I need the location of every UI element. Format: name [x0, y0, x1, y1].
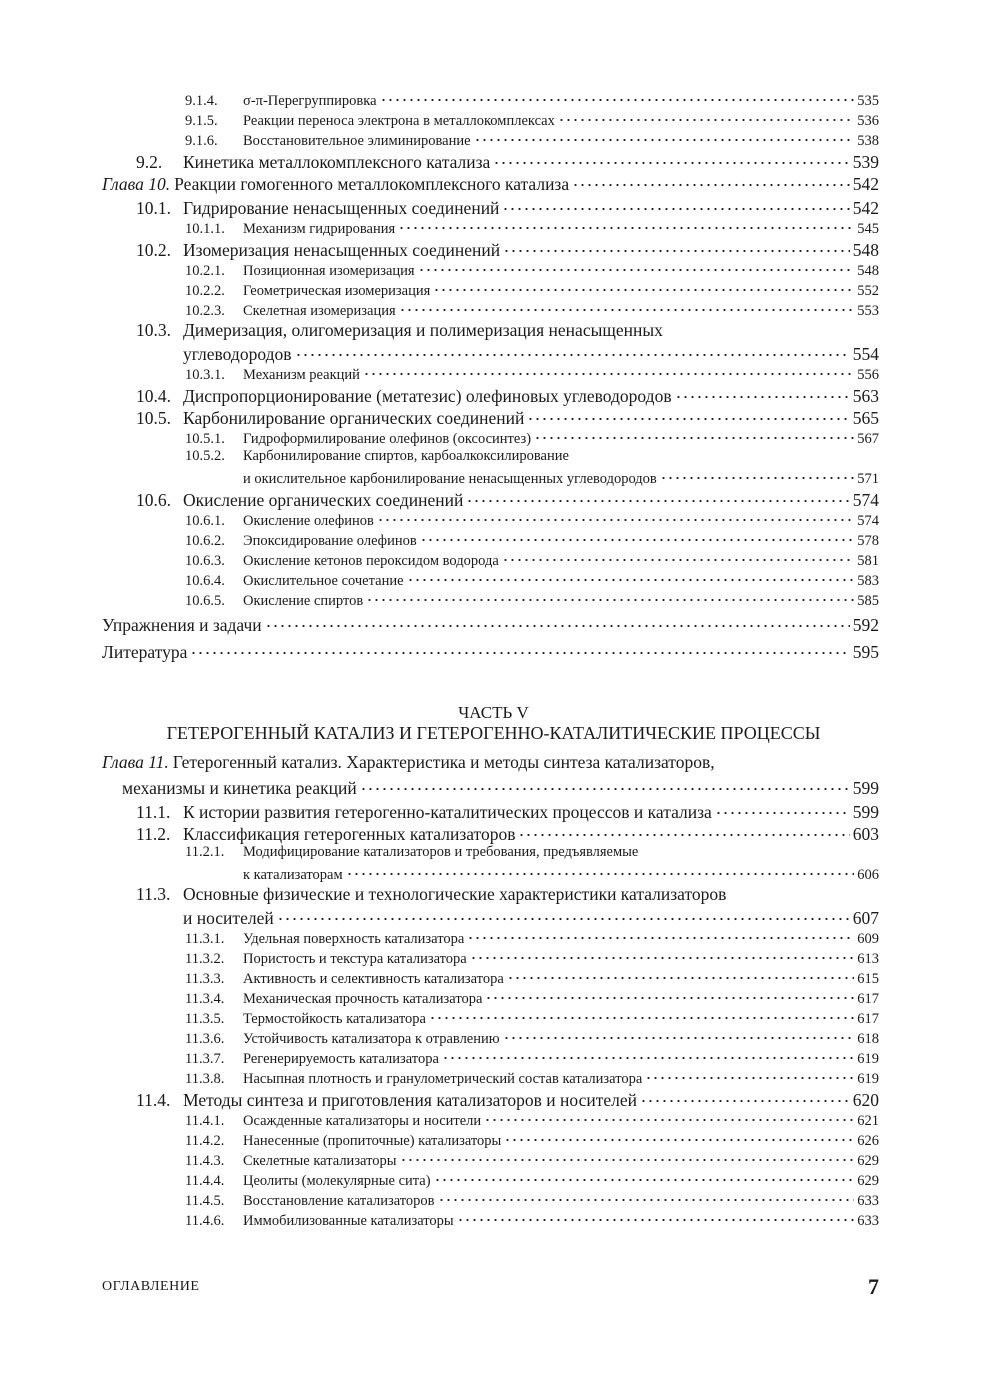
toc-entry-chapter[interactable]	[102, 172, 879, 196]
toc-entry-number: 9.1.5.	[185, 112, 218, 129]
toc-entry-line	[102, 110, 879, 130]
toc-entry-title-continued: углеводородов	[183, 343, 292, 364]
toc-entry-number: 11.2.1.	[185, 844, 225, 860]
toc-entry-number: 11.4.6.	[185, 1212, 225, 1229]
toc-entry-sub[interactable]	[102, 1190, 879, 1210]
toc-entry-line	[102, 613, 879, 637]
toc-entry-number: 11.1.	[136, 801, 171, 822]
toc-entry-page: 607	[852, 907, 879, 928]
dot-leader	[470, 948, 855, 963]
toc-entry-number: 11.3.6.	[185, 1030, 225, 1047]
toc-entry-line	[102, 260, 879, 280]
toc-entry-page: 629	[857, 1152, 879, 1169]
toc-entry-section[interactable]	[102, 406, 879, 428]
toc-entry-sub[interactable]	[102, 1110, 879, 1130]
toc-entry-line	[102, 488, 879, 510]
toc-entry-title: Упражнения и задачи	[102, 614, 262, 635]
toc-entry-sub[interactable]	[102, 280, 879, 300]
toc-entry-sub[interactable]	[102, 968, 879, 988]
toc-entry-continuation-line	[102, 864, 879, 884]
toc-entry-line	[102, 172, 879, 196]
toc-entry-number: 11.3.4.	[185, 990, 225, 1007]
dot-leader	[502, 550, 854, 565]
toc-entry-continuation-line	[102, 342, 879, 364]
toc-list-part-iv	[102, 90, 879, 664]
toc-entry-page: 599	[852, 777, 879, 798]
toc-entry-page: 606	[857, 866, 879, 883]
toc-entry-number: Глава 11.	[102, 752, 169, 772]
toc-entry-sub[interactable]	[102, 110, 879, 130]
dot-leader	[493, 150, 849, 168]
toc-entry-sub[interactable]	[102, 260, 879, 280]
dot-leader	[434, 1170, 855, 1185]
toc-entry-page: 609	[857, 930, 879, 947]
toc-entry-number: 10.3.	[136, 320, 171, 340]
toc-entry-number: 11.3.8.	[185, 1070, 225, 1087]
toc-entry-page: 595	[852, 641, 879, 662]
dot-leader	[558, 110, 854, 125]
toc-entry-continuation-line	[102, 468, 879, 488]
toc-entry-page: 565	[852, 407, 879, 428]
toc-entry-number: 11.4.3.	[185, 1152, 225, 1169]
toc-entry-section[interactable]	[102, 196, 879, 218]
dot-leader	[190, 640, 849, 658]
toc-entry-line	[102, 218, 879, 238]
toc-entry-title: Карбонилирование органических соединений	[183, 407, 525, 428]
toc-entry-title: Восстановление катализаторов	[243, 1192, 435, 1209]
toc-entry-title: Восстановительное элиминирование	[243, 132, 471, 149]
toc-entry-sub[interactable]	[102, 130, 879, 150]
toc-entry-line	[102, 1130, 879, 1150]
toc-entry-title: Основные физические и технологические характеристики катализаторов	[183, 884, 727, 904]
toc-entry-top[interactable]	[102, 640, 879, 664]
dot-leader	[429, 1008, 854, 1023]
toc-entry-section[interactable]	[102, 238, 879, 260]
toc-entry-section[interactable]	[102, 320, 879, 364]
toc-entry-page: 619	[857, 1070, 879, 1087]
dot-leader	[277, 906, 850, 924]
toc-entry-page: 563	[852, 385, 879, 406]
dot-leader	[534, 428, 854, 443]
dot-leader	[265, 613, 850, 631]
dot-leader	[466, 488, 849, 506]
toc-entry-number: 11.3.5.	[185, 1010, 225, 1027]
toc-entry-title: Литература	[102, 641, 188, 662]
toc-entry-continuation-line	[102, 776, 879, 800]
toc-entry-sub[interactable]	[102, 948, 879, 968]
dot-leader	[474, 130, 855, 145]
toc-entry-page: 542	[852, 173, 879, 194]
toc-entry-sub[interactable]	[102, 1068, 879, 1088]
toc-entry-page: 581	[857, 552, 879, 569]
toc-entry-title: Окисление олефинов	[243, 512, 374, 529]
dot-leader	[504, 1130, 854, 1145]
toc-entry-line	[102, 1088, 879, 1110]
toc-entry-line	[102, 364, 879, 384]
toc-entry-section[interactable]	[102, 822, 879, 844]
toc-entry-sub[interactable]	[102, 510, 879, 530]
toc-entry-sub[interactable]	[102, 1210, 879, 1230]
toc-entry-page: 617	[857, 990, 879, 1007]
toc-entry-sub[interactable]	[102, 590, 879, 610]
toc-entry-line	[102, 90, 879, 110]
toc-entry-number: 10.3.1.	[185, 366, 225, 383]
toc-entry-number: 10.6.4.	[185, 572, 225, 589]
toc-entry-number: 11.3.	[136, 884, 171, 904]
toc-entry-title: Механизм гидрирования	[243, 220, 396, 237]
toc-entry-page: 571	[857, 470, 879, 487]
toc-entry-number: 10.2.	[136, 239, 171, 260]
toc-entry-sub[interactable]	[102, 844, 879, 884]
part-heading	[0, 703, 987, 743]
toc-entry-line	[102, 196, 879, 218]
dot-leader	[675, 384, 850, 402]
dot-leader	[346, 864, 855, 879]
running-footer-label: ОГЛАВЛЕНИЕ	[102, 1279, 200, 1294]
toc-entry-page: 592	[852, 614, 879, 635]
toc-entry-line	[102, 988, 879, 1008]
toc-entry-page: 536	[857, 112, 879, 129]
toc-entry-page: 545	[857, 220, 879, 237]
toc-entry-title: Активность и селективность катализатора	[243, 970, 504, 987]
toc-entry-line	[102, 1068, 879, 1088]
toc-entry-line	[102, 948, 879, 968]
dot-leader	[660, 468, 854, 483]
toc-entry-title: К истории развития гетерогенно-каталитических процессов и катализа	[183, 801, 712, 822]
toc-entry-title: Диспропорционирование (метатезис) олефиновых углеводородов	[183, 385, 672, 406]
toc-entry-page: 621	[857, 1112, 879, 1129]
toc-entry-sub[interactable]	[102, 300, 879, 320]
toc-entry-page: 633	[857, 1212, 879, 1229]
toc-entry-line	[102, 280, 879, 300]
toc-entry-title: Гидроформилирование олефинов (оксосинтез)	[243, 430, 532, 447]
part-title: ГЕТЕРОГЕННЫЙ КАТАЛИЗ И ГЕТЕРОГЕННО-КАТАЛИТИЧЕСКИЕ ПРОЦЕССЫ	[166, 723, 821, 743]
toc-entry-title: Регенерируемость катализатора	[243, 1050, 439, 1067]
toc-entry-title: Окисление органических соединений	[183, 489, 464, 510]
toc-entry-number: 11.3.3.	[185, 970, 225, 987]
dot-leader	[442, 1048, 854, 1063]
toc-entry-page: 613	[857, 950, 879, 967]
toc-entry-number: 10.2.3.	[185, 302, 225, 319]
toc-entry-sub[interactable]	[102, 1008, 879, 1028]
toc-entry-line	[102, 448, 879, 468]
toc-entry-number: 9.1.4.	[185, 92, 218, 109]
toc-list-part-v	[102, 752, 879, 1230]
dot-leader	[398, 218, 854, 233]
dot-leader	[377, 510, 854, 525]
toc-entry-page: 629	[857, 1172, 879, 1189]
toc-entry-page: 542	[852, 197, 879, 218]
toc-entry-line	[102, 884, 879, 906]
toc-entry-sub[interactable]	[102, 90, 879, 110]
toc-entry-title: Карбонилирование спиртов, карбоалкоксилирование	[243, 448, 569, 464]
toc-entry-number: 10.4.	[136, 385, 171, 406]
toc-entry-title: Реакции переноса электрона в металлокомплексах	[243, 112, 555, 129]
toc-entry-number: 10.5.	[136, 407, 171, 428]
toc-entry-title: Изомеризация ненасыщенных соединений	[183, 239, 501, 260]
toc-entry-title: Удельная поверхность катализатора	[243, 930, 465, 947]
toc-entry-page: 618	[857, 1030, 879, 1047]
toc-entry-title: σ-π-Перегруппировка	[243, 92, 377, 109]
toc-entry-title: Геометрическая изомеризация	[243, 282, 431, 299]
toc-entry-line	[102, 1028, 879, 1048]
toc-entry-title: Нанесенные (пропиточные) катализаторы	[243, 1132, 502, 1149]
toc-entry-line	[102, 590, 879, 610]
toc-entry-line	[102, 928, 879, 948]
dot-leader	[503, 238, 850, 256]
toc-entry-line	[102, 570, 879, 590]
toc-entry-line	[102, 300, 879, 320]
dot-leader	[502, 196, 849, 214]
dot-leader	[457, 1210, 855, 1225]
toc-entry-line	[102, 384, 879, 406]
toc-entry-sub[interactable]	[102, 988, 879, 1008]
toc-entry-number: 10.6.2.	[185, 532, 225, 549]
toc-entry-number: 11.3.7.	[185, 1050, 225, 1067]
toc-entry-number: 11.4.	[136, 1089, 171, 1110]
toc-entry-sub[interactable]	[102, 570, 879, 590]
toc-entry-number: 10.6.	[136, 489, 171, 510]
toc-entry-page: 552	[857, 282, 879, 299]
toc-entry-page: 633	[857, 1192, 879, 1209]
toc-entry-title: Позиционная изомеризация	[243, 262, 415, 279]
toc-entry-chapter[interactable]	[102, 752, 879, 800]
toc-entry-title: Димеризация, олигомеризация и полимеризация ненасыщенных	[183, 320, 663, 340]
toc-entry-section[interactable]	[102, 384, 879, 406]
toc-entry-line	[102, 130, 879, 150]
toc-entry-number: 11.2.	[136, 823, 171, 844]
toc-entry-line	[102, 1210, 879, 1230]
toc-entry-line	[102, 1048, 879, 1068]
dot-leader	[467, 928, 854, 943]
toc-entry-line	[102, 150, 879, 172]
page-number: 7	[868, 1274, 879, 1299]
toc-entry-title: Эпоксидирование олефинов	[243, 532, 417, 549]
toc-entry-line	[102, 1190, 879, 1210]
toc-entry-page: 603	[852, 823, 879, 844]
dot-leader	[484, 1110, 854, 1125]
toc-entry-section[interactable]	[102, 488, 879, 510]
toc-entry-line	[102, 1008, 879, 1028]
toc-entry-section[interactable]	[102, 150, 879, 172]
toc-entry-line	[102, 320, 879, 342]
toc-entry-sub[interactable]	[102, 428, 879, 448]
toc-entry-page: 599	[852, 801, 879, 822]
toc-entry-title: Окисление кетонов пероксидом водорода	[243, 552, 499, 569]
toc-entry-sub[interactable]	[102, 550, 879, 570]
toc-entry-page: 539	[852, 151, 879, 172]
toc-entry-number: 10.6.5.	[185, 592, 225, 609]
toc-entry-number: 9.2.	[136, 151, 163, 172]
toc-entry-title: Классификация гетерогенных катализаторов	[183, 823, 516, 844]
toc-entry-sub[interactable]	[102, 1048, 879, 1068]
toc-entry-section[interactable]	[102, 800, 879, 822]
toc-entry-page: 583	[857, 572, 879, 589]
dot-leader	[399, 300, 855, 315]
toc-entry-number: 11.4.5.	[185, 1192, 225, 1209]
toc-entry-page: 556	[857, 366, 879, 383]
toc-entry-number: 10.6.3.	[185, 552, 225, 569]
toc-entry-number: 11.3.1.	[185, 930, 225, 947]
toc-entry-title: Цеолиты (молекулярные сита)	[243, 1172, 431, 1189]
dot-leader	[380, 90, 855, 105]
toc-entry-number: 11.4.4.	[185, 1172, 225, 1189]
dot-leader	[366, 590, 854, 605]
dot-leader	[438, 1190, 855, 1205]
toc-entry-number: 9.1.6.	[185, 132, 218, 149]
toc-entry-line	[102, 752, 879, 776]
dot-leader	[407, 570, 855, 585]
toc-entry-sub[interactable]	[102, 218, 879, 238]
dot-leader	[420, 530, 855, 545]
toc-entry-continuation-line	[102, 906, 879, 928]
toc-entry-title: Скелетная изомеризация	[243, 302, 396, 319]
toc-entry-line	[102, 968, 879, 988]
toc-entry-page: 626	[857, 1132, 879, 1149]
toc-entry-page: 585	[857, 592, 879, 609]
dot-leader	[400, 1150, 855, 1165]
dot-leader	[360, 776, 850, 794]
toc-entry-page: 574	[852, 489, 879, 510]
toc-entry-line	[102, 844, 879, 864]
toc-entry-sub[interactable]	[102, 1130, 879, 1150]
toc-entry-number: 11.4.1.	[185, 1112, 225, 1129]
toc-entry-title-continued: к катализаторам	[243, 866, 343, 883]
toc-entry-section[interactable]	[102, 884, 879, 928]
toc-entry-page: 535	[857, 92, 879, 109]
toc-entry-number: 10.6.1.	[185, 512, 225, 529]
toc-entry-line	[102, 1150, 879, 1170]
toc-entry-title: Механическая прочность катализатора	[243, 990, 483, 1007]
toc-entry-title: Реакции гомогенного металлокомплексного катализа	[174, 173, 570, 194]
toc-entry-number: 10.5.2.	[185, 448, 225, 464]
toc-entry-title: Термостойкость катализатора	[243, 1010, 426, 1027]
toc-entry-section[interactable]	[102, 1088, 879, 1110]
toc-entry-page: 567	[857, 430, 879, 447]
dot-leader	[527, 406, 849, 424]
toc-entry-sub[interactable]	[102, 1170, 879, 1190]
toc-entry-sub[interactable]	[102, 1028, 879, 1048]
toc-entry-title: Устойчивость катализатора к отравлению	[243, 1030, 500, 1047]
toc-entry-page: 620	[852, 1089, 879, 1110]
dot-leader	[418, 260, 855, 275]
dot-leader	[363, 364, 854, 379]
toc-entry-page: 548	[857, 262, 879, 279]
toc-entry-line	[102, 822, 879, 844]
dot-leader	[433, 280, 854, 295]
toc-entry-number: 10.5.1.	[185, 430, 225, 447]
toc-entry-title: Скелетные катализаторы	[243, 1152, 397, 1169]
toc-entry-line	[102, 238, 879, 260]
toc-entry-title: Окислительное сочетание	[243, 572, 404, 589]
toc-entry-line	[102, 406, 879, 428]
toc-entry-number: 11.4.2.	[185, 1132, 225, 1149]
dot-leader	[295, 342, 850, 360]
toc-entry-title: Окисление спиртов	[243, 592, 364, 609]
toc-entry-line	[102, 550, 879, 570]
dot-leader	[645, 1068, 854, 1083]
toc-entry-page: 617	[857, 1010, 879, 1027]
toc-entry-title: Механизм реакций	[243, 366, 360, 383]
toc-entry-title-continued: механизмы и кинетика реакций	[122, 777, 357, 798]
toc-entry-title-continued: и окислительное карбонилирование ненасыщенных углеводородов	[243, 470, 657, 487]
toc-entry-line	[102, 428, 879, 448]
dot-leader	[518, 822, 849, 840]
toc-entry-number: Глава 10.	[102, 173, 171, 194]
part-label: ЧАСТЬ V	[458, 703, 529, 722]
toc-entry-sub[interactable]	[102, 364, 879, 384]
toc-entry-page: 548	[852, 239, 879, 260]
toc-entry-line	[102, 1170, 879, 1190]
toc-entry-line	[102, 800, 879, 822]
toc-entry-line	[102, 1110, 879, 1130]
toc-entry-title-continued: и носителей	[183, 907, 274, 928]
toc-entry-page: 574	[857, 512, 879, 529]
toc-entry-line	[102, 510, 879, 530]
toc-entry-title: Насыпная плотность и гранулометрический состав катализатора	[243, 1070, 643, 1087]
toc-entry-page: 553	[857, 302, 879, 319]
toc-entry-number: 10.1.	[136, 197, 171, 218]
dot-leader	[507, 968, 854, 983]
toc-entry-number: 10.2.1.	[185, 262, 225, 279]
toc-entry-line	[102, 530, 879, 550]
toc-entry-title: Пористость и текстура катализатора	[243, 950, 467, 967]
dot-leader	[715, 800, 850, 818]
toc-entry-sub[interactable]	[102, 928, 879, 948]
dot-leader	[503, 1028, 855, 1043]
toc-entry-title: Гидрирование ненасыщенных соединений	[183, 197, 500, 218]
toc-entry-number: 11.3.2.	[185, 950, 225, 967]
toc-entry-title: Иммобилизованные катализаторы	[243, 1212, 454, 1229]
toc-entry-title: Модифицирование катализаторов и требования, предъявляемые	[243, 844, 639, 860]
toc-entry-number: 10.2.2.	[185, 282, 225, 299]
dot-leader	[640, 1088, 850, 1106]
toc-entry-title: Гетерогенный катализ. Характеристика и методы синтеза катализаторов,	[172, 752, 715, 772]
toc-entry-page: 554	[852, 343, 879, 364]
toc-entry-page: 578	[857, 532, 879, 549]
toc-entry-title: Методы синтеза и приготовления катализаторов и носителей	[183, 1089, 637, 1110]
dot-leader	[572, 172, 850, 190]
dot-leader	[485, 988, 854, 1003]
toc-entry-page: 538	[857, 132, 879, 149]
toc-entry-number: 10.1.1.	[185, 220, 225, 237]
toc-entry-line	[102, 640, 879, 664]
toc-entry-sub[interactable]	[102, 1150, 879, 1170]
toc-entry-title: Кинетика металлокомплексного катализа	[183, 151, 491, 172]
toc-entry-sub[interactable]	[102, 448, 879, 488]
toc-entry-page: 615	[857, 970, 879, 987]
toc-entry-title: Осажденные катализаторы и носители	[243, 1112, 482, 1129]
toc-entry-page: 619	[857, 1050, 879, 1067]
toc-entry-sub[interactable]	[102, 530, 879, 550]
toc-entry-top[interactable]	[102, 613, 879, 637]
